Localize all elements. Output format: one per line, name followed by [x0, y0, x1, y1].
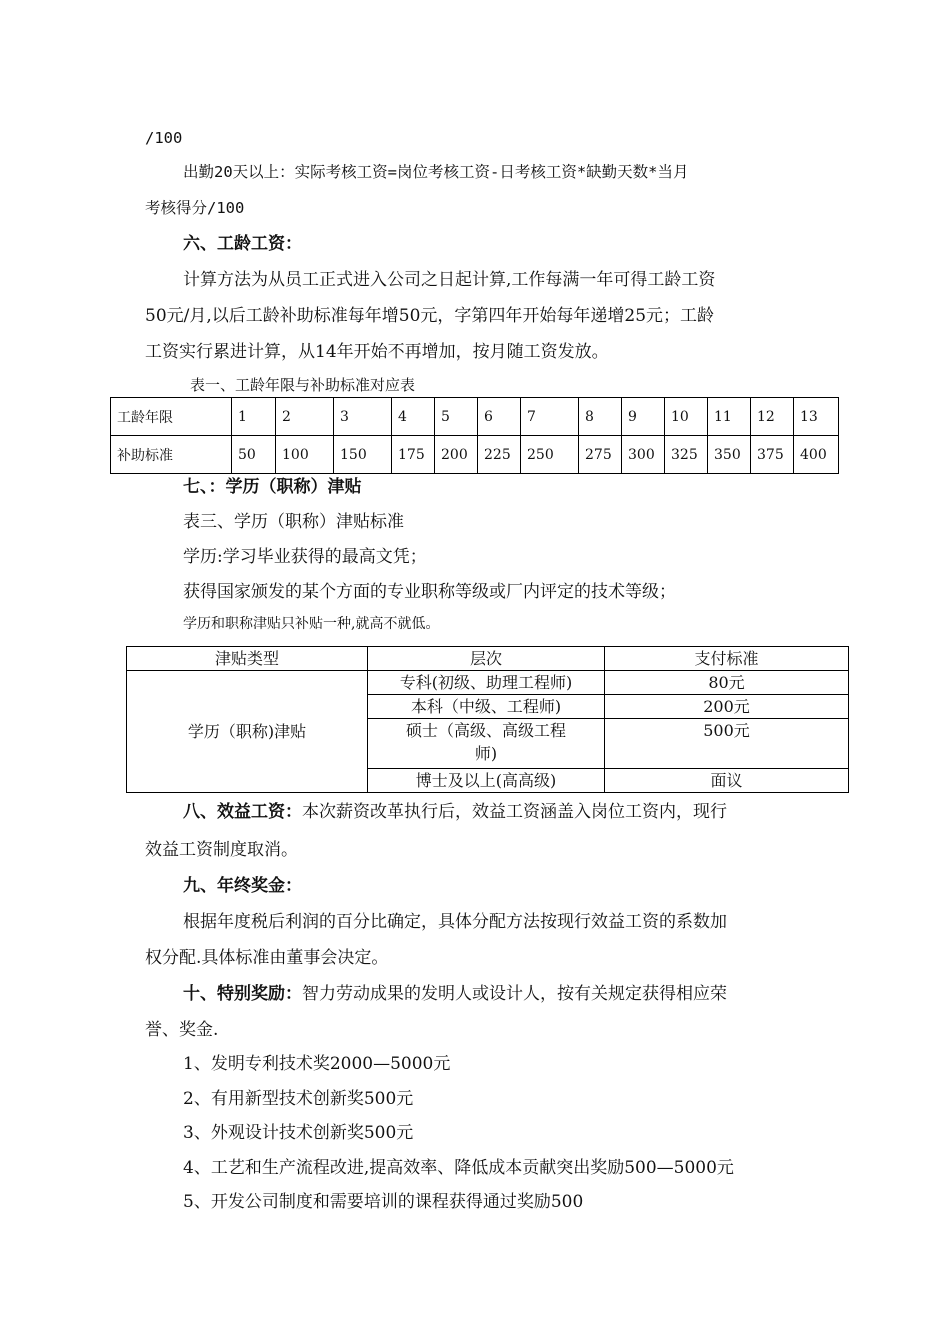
table-cell: 175 — [392, 436, 435, 474]
paragraph-line: 权分配.具体标准由董事会决定。 — [145, 948, 389, 968]
table-cell: 工龄年限 — [111, 398, 232, 436]
text-line: 考核得分/100 — [145, 199, 245, 217]
table-cell: 400 — [794, 436, 839, 474]
table-cell: 本科（中级、工程师) — [368, 695, 605, 719]
table-cell: 350 — [708, 436, 751, 474]
section-heading-6: 六、工龄工资： — [183, 234, 302, 254]
table-cell: 11 — [708, 398, 751, 436]
paragraph-line: 学历和职称津贴只补贴一种,就高不就低。 — [183, 616, 440, 632]
table-cell: 补助标准 — [111, 436, 232, 474]
paragraph-line: 效益工资制度取消。 — [145, 840, 298, 860]
table-cell: 12 — [751, 398, 794, 436]
paragraph-line: 根据年度税后利润的百分比确定，具体分配方法按现行效益工资的系数加 — [183, 912, 727, 932]
table-cell: 面议 — [605, 769, 849, 793]
table-cell: 325 — [665, 436, 708, 474]
section-10-line — [183, 982, 727, 1006]
paragraph-line: 学历:学习毕业获得的最高文凭； — [183, 547, 427, 567]
table-cell: 5 — [435, 398, 478, 436]
section-10-text: 智力劳动成果的发明人或设计人，按有关规定获得相应荣 — [302, 984, 727, 1004]
table-cell: 300 — [622, 436, 665, 474]
list-item: 4、工艺和生产流程改进,提高效率、降低成本贡献突出奖励500—5000元 — [183, 1158, 734, 1178]
table-cell: 225 — [478, 436, 521, 474]
table-cell: 专科(初级、助理工程师) — [368, 671, 605, 695]
paragraph-line: 计算方法为从员工正式进入公司之日起计算,工作每满一年可得工龄工资 — [183, 270, 716, 290]
list-item: 5、开发公司制度和需要培训的课程获得通过奖励500 — [183, 1192, 584, 1212]
table-header: 津贴类型 — [127, 647, 368, 671]
table-cell: 500元 — [605, 719, 849, 769]
section-8-line — [183, 800, 727, 824]
paragraph-line: 工资实行累进计算，从14年开始不再增加，按月随工资发放。 — [145, 342, 609, 362]
table-row — [127, 671, 849, 695]
table-cell: 200元 — [605, 695, 849, 719]
table-cell: 80元 — [605, 671, 849, 695]
table-cell: 100 — [276, 436, 334, 474]
table-cell: 250 — [521, 436, 579, 474]
section-heading-8: 八、效益工资： — [183, 802, 302, 822]
table-cell: 1 — [232, 398, 276, 436]
seniority-table — [110, 397, 839, 474]
table-cell: 275 — [579, 436, 622, 474]
section-heading-9: 九、年终奖金： — [183, 876, 302, 896]
table-cell: 2 — [276, 398, 334, 436]
table-cell: 375 — [751, 436, 794, 474]
table-header: 支付标准 — [605, 647, 849, 671]
text-line: /100 — [145, 129, 183, 147]
table-cell: 3 — [334, 398, 392, 436]
table-cell: 4 — [392, 398, 435, 436]
table-row — [111, 398, 839, 436]
table-cell: 50 — [232, 436, 276, 474]
table-row — [111, 436, 839, 474]
paragraph-line: 誉、奖金. — [145, 1020, 219, 1040]
paragraph-line: 获得国家颁发的某个方面的专业职称等级或厂内评定的技术等级； — [183, 582, 676, 602]
education-allowance-table — [126, 646, 849, 793]
table-caption: 表一、工龄年限与补助标准对应表 — [190, 376, 416, 394]
text-line: 出勤20天以上：实际考核工资=岗位考核工资-日考核工资*缺勤天数*当月 — [183, 163, 689, 181]
table-cell: 7 — [521, 398, 579, 436]
section-heading-10: 十、特别奖励： — [183, 984, 302, 1004]
table-cell: 8 — [579, 398, 622, 436]
section-8-text: 本次薪资改革执行后，效益工资涵盖入岗位工资内，现行 — [302, 802, 727, 822]
paragraph-line: 50元/月,以后工龄补助标准每年增50元，字第四年开始每年递增25元；工龄 — [145, 306, 715, 326]
table-cell: 150 — [334, 436, 392, 474]
list-item: 2、有用新型技术创新奖500元 — [183, 1089, 414, 1109]
table-header: 层次 — [368, 647, 605, 671]
allowance-type-cell: 学历（职称)津贴 — [127, 671, 368, 793]
table-cell: 9 — [622, 398, 665, 436]
table-cell: 10 — [665, 398, 708, 436]
table-cell: 硕士（高级、高级工程师) — [368, 719, 605, 769]
paragraph-line: 表三、学历（职称）津贴标准 — [183, 512, 404, 532]
section-heading-7: 七、：学历（职称）津贴 — [183, 477, 362, 497]
list-item: 3、外观设计技术创新奖500元 — [183, 1123, 414, 1143]
list-item: 1、发明专利技术奖2000—5000元 — [183, 1054, 451, 1074]
table-cell: 13 — [794, 398, 839, 436]
table-cell: 6 — [478, 398, 521, 436]
table-cell: 博士及以上(高高级) — [368, 769, 605, 793]
table-header-row — [127, 647, 849, 671]
table-cell: 200 — [435, 436, 478, 474]
